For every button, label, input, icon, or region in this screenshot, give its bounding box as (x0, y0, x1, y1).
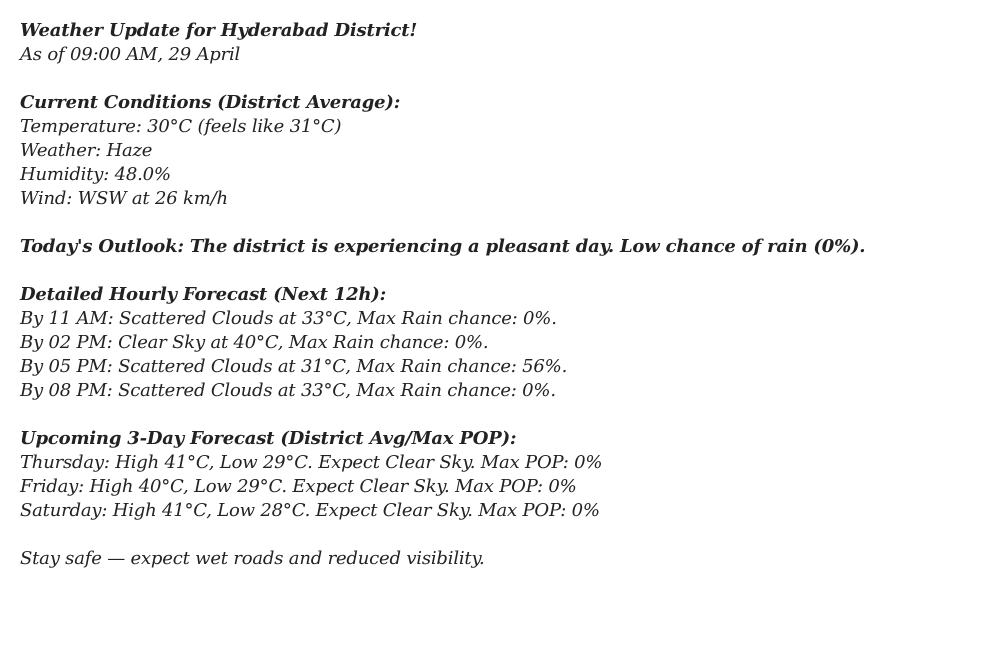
spacer (20, 67, 960, 91)
daily-forecast-item: Thursday: High 41°C, Low 29°C. Expect Clear Sky. Max POP: 0% (20, 452, 603, 473)
current-wind: Wind: WSW at 26 km/h (20, 188, 228, 209)
message-title: Weather Update for Hyderabad District! (20, 20, 418, 41)
hourly-forecast-item: By 11 AM: Scattered Clouds at 33°C, Max Rain chance: 0%. (20, 308, 557, 329)
as-of-timestamp: As of 09:00 AM, 29 April (20, 44, 241, 65)
spacer (20, 259, 960, 283)
todays-outlook: Today's Outlook: The district is experiencing a pleasant day. Low chance of rain (0%). (20, 236, 866, 257)
spacer (20, 211, 960, 235)
daily-forecast-item: Saturday: High 41°C, Low 28°C. Expect Clear Sky. Max POP: 0% (20, 500, 600, 521)
current-conditions-heading: Current Conditions (District Average): (20, 92, 401, 113)
spacer (20, 403, 960, 427)
daily-forecast-heading: Upcoming 3-Day Forecast (District Avg/Max POP): (20, 428, 517, 449)
current-temperature: Temperature: 30°C (feels like 31°C) (20, 116, 342, 137)
safety-footer: Stay safe — expect wet roads and reduced visibility. (20, 548, 485, 569)
daily-forecast-item: Friday: High 40°C, Low 29°C. Expect Clear Sky. Max POP: 0% (20, 476, 577, 497)
hourly-forecast-heading: Detailed Hourly Forecast (Next 12h): (20, 284, 387, 305)
hourly-forecast-item: By 08 PM: Scattered Clouds at 33°C, Max Rain chance: 0%. (20, 380, 556, 401)
current-weather: Weather: Haze (20, 140, 153, 161)
hourly-forecast-item: By 02 PM: Clear Sky at 40°C, Max Rain chance: 0%. (20, 332, 489, 353)
spacer (20, 523, 960, 547)
hourly-forecast-item: By 05 PM: Scattered Clouds at 31°C, Max Rain chance: 56%. (20, 356, 568, 377)
current-humidity: Humidity: 48.0% (20, 164, 171, 185)
weather-message (20, 19, 960, 571)
